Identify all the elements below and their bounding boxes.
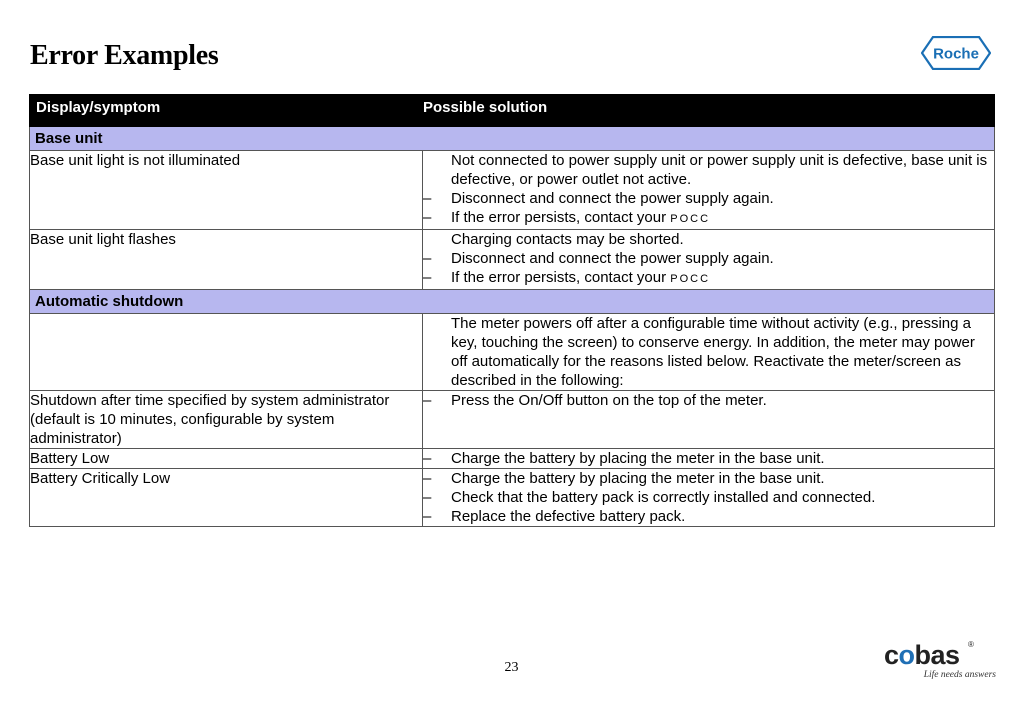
solution-text: If the error persists, contact your	[451, 209, 671, 226]
solution-text: Disconnect and connect the power supply again.	[451, 190, 774, 207]
cobas-wordmark	[884, 640, 960, 670]
solution-text: Not connected to power supply unit or power supply unit is defective, base unit is defective, or power outlet not active.	[451, 152, 988, 188]
solution-line	[423, 208, 994, 229]
section-row	[30, 127, 995, 151]
dash-bullet: –	[423, 392, 432, 409]
solution-text: The meter powers off after a configurable time without activity (e.g., pressing a key, touching the screen) to conserve energy. In addition, the meter may power off automatically for the reasons listed below. Reactivate the meter/screen as described in the following:	[451, 315, 975, 389]
solution-text-line	[451, 249, 994, 268]
solution-text-line	[451, 507, 994, 526]
solution-line	[423, 449, 994, 468]
roche-logo-text: Roche	[933, 45, 979, 63]
solution-line	[423, 469, 994, 488]
solution-text: Check that the battery pack is correctly installed and connected.	[451, 489, 876, 506]
solution-cell	[423, 449, 995, 469]
solution-line	[423, 189, 994, 208]
dash-bullet: –	[423, 470, 432, 487]
dash-bullet	[423, 151, 451, 189]
solution-text-line	[451, 189, 994, 208]
page-number: 23	[504, 660, 519, 675]
solution-line	[423, 151, 994, 189]
solution-text-line	[451, 469, 994, 488]
cobas-letters-bas: bas	[914, 640, 960, 670]
dash-bullet: –	[423, 450, 432, 467]
header-possible-solution: Possible solution	[423, 95, 995, 127]
section-title: Base unit	[30, 127, 995, 151]
section-row	[30, 290, 995, 314]
table-body	[30, 127, 995, 527]
solution-text-line	[451, 151, 994, 189]
solution-text-line	[451, 230, 994, 249]
solution-text-line	[451, 208, 994, 229]
header-display-symptom: Display/symptom	[30, 95, 423, 127]
solution-line	[423, 488, 994, 507]
table-row	[30, 449, 995, 469]
solution-cell	[423, 314, 995, 391]
symptom-cell	[30, 314, 423, 391]
dash-bullet	[423, 314, 451, 390]
cobas-tagline: Life needs answers	[923, 670, 996, 680]
table-row	[30, 314, 995, 391]
dash-bullet: –	[423, 190, 432, 207]
solution-text-line	[451, 391, 994, 410]
error-table	[29, 94, 995, 527]
page-title: Error Examples	[30, 40, 219, 71]
symptom-cell: Base unit light flashes	[30, 230, 423, 290]
table-row	[30, 469, 995, 527]
solution-line	[423, 268, 994, 289]
pocc-label: POCC	[670, 273, 711, 285]
table-header-row	[30, 95, 995, 127]
solution-line	[423, 230, 994, 249]
registered-mark: ®	[968, 640, 974, 649]
solution-text: Charge the battery by placing the meter in the base unit.	[451, 470, 825, 487]
table-row	[30, 230, 995, 290]
solution-line	[423, 391, 994, 410]
solution-text-line	[451, 488, 994, 507]
solution-cell	[423, 151, 995, 230]
cobas-letter-o: o	[898, 640, 915, 670]
solution-text-line	[451, 449, 994, 468]
solution-text-line	[451, 268, 994, 289]
solution-line	[423, 314, 994, 390]
symptom-cell: Battery Critically Low	[30, 469, 423, 527]
solution-text: Replace the defective battery pack.	[451, 508, 686, 525]
table-row	[30, 151, 995, 230]
dash-bullet: –	[423, 489, 432, 506]
solution-text: Press the On/Off button on the top of the meter.	[451, 392, 767, 409]
pocc-label: POCC	[670, 213, 711, 225]
cobas-letter-c: c	[884, 640, 899, 670]
dash-bullet: –	[423, 508, 432, 525]
roche-logo	[921, 36, 991, 70]
section-title: Automatic shutdown	[30, 290, 995, 314]
symptom-cell: Shutdown after time specified by system administrator (default is 10 minutes, configurable by system administrator)	[30, 391, 423, 449]
dash-bullet: –	[423, 209, 432, 226]
cobas-logo	[884, 640, 996, 685]
dash-bullet: –	[423, 269, 432, 286]
solution-text: Charge the battery by placing the meter in the base unit.	[451, 450, 825, 467]
dash-bullet	[423, 230, 451, 249]
solution-text: If the error persists, contact your	[451, 269, 671, 286]
symptom-cell: Battery Low	[30, 449, 423, 469]
dash-bullet: –	[423, 250, 432, 267]
solution-cell	[423, 391, 995, 449]
solution-cell	[423, 469, 995, 527]
solution-text-line	[451, 314, 994, 390]
symptom-cell: Base unit light is not illuminated	[30, 151, 423, 230]
solution-cell	[423, 230, 995, 290]
solution-text: Charging contacts may be shorted.	[451, 231, 684, 248]
solution-line	[423, 507, 994, 526]
solution-line	[423, 249, 994, 268]
table-row	[30, 391, 995, 449]
solution-text: Disconnect and connect the power supply again.	[451, 250, 774, 267]
